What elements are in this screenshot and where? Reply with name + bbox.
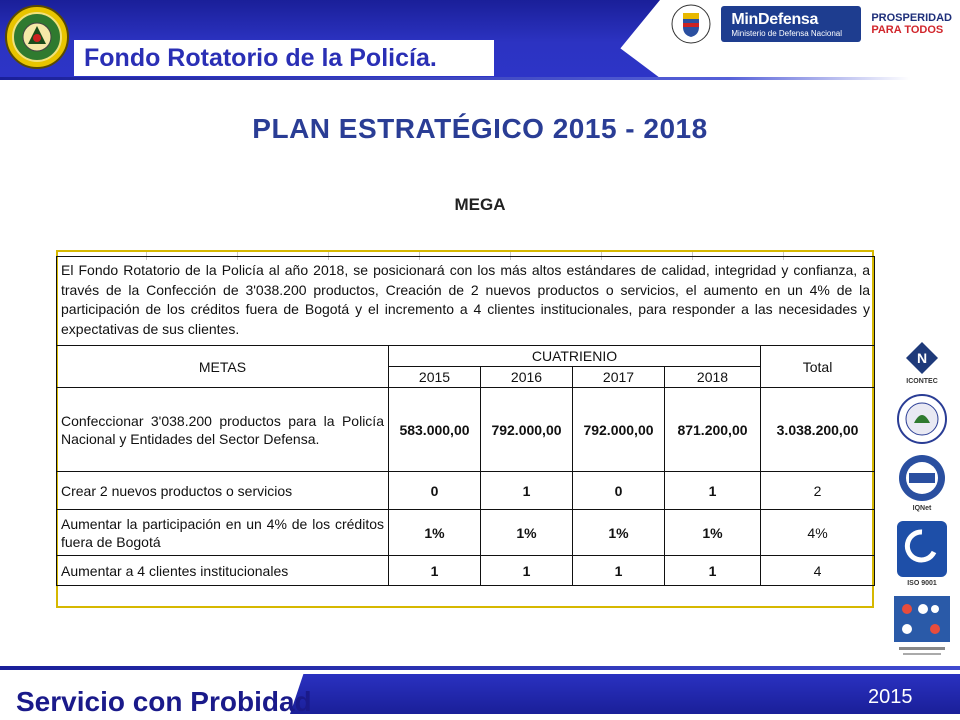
prosperidad-logo	[871, 12, 952, 36]
prosperidad-line2: PARA TODOS	[871, 24, 944, 36]
meta-cell: Confeccionar 3'038.200 productos para la Policía Nacional y Entidades del Sector Defensa.	[57, 388, 389, 472]
svg-text:N: N	[916, 350, 928, 366]
value-cell: 1	[389, 556, 481, 586]
value-cell: 1%	[573, 510, 665, 556]
total-cell: 2	[761, 472, 875, 510]
value-cell: 1	[665, 556, 761, 586]
page-title: PLAN ESTRATÉGICO 2015 - 2018	[252, 113, 708, 144]
value-cell: 583.000,00	[389, 388, 481, 472]
iso-label: ISO 9001	[907, 580, 937, 587]
value-cell: 792.000,00	[573, 388, 665, 472]
meta-cell: Crear 2 nuevos productos o servicios	[57, 472, 389, 510]
metas-header: METAS	[57, 346, 389, 388]
icontec-icon	[904, 340, 940, 376]
iso-9001-icon	[896, 520, 948, 578]
header-row-1	[57, 346, 875, 367]
police-emblem-icon	[4, 4, 70, 70]
iqnet-icon	[897, 453, 947, 503]
table-row	[57, 510, 875, 556]
icontec-logo	[894, 340, 950, 385]
defense-group-logo-icon	[893, 595, 951, 659]
table-row	[57, 472, 875, 510]
meta-cell: Aumentar la participación en un 4% de los créditos fuera de Bogotá	[57, 510, 389, 556]
value-cell: 871.200,00	[665, 388, 761, 472]
year-header: 2016	[481, 367, 573, 388]
iso-9001-logo	[894, 520, 950, 587]
colombia-coat-of-arms-icon	[671, 1, 711, 47]
total-cell: 3.038.200,00	[761, 388, 875, 472]
value-cell: 1	[481, 472, 573, 510]
table-row	[57, 388, 875, 472]
certification-logos	[890, 340, 954, 659]
value-cell: 1%	[389, 510, 481, 556]
value-cell: 1	[665, 472, 761, 510]
header-logos	[671, 4, 952, 44]
mega-row	[57, 257, 875, 346]
strategic-plan-table	[56, 256, 875, 586]
cuatrienio-header: CUATRIENIO	[389, 346, 761, 367]
mindefensa-name: MinDefensa	[731, 10, 819, 28]
meta-cell: Aumentar a 4 clientes institucionales	[57, 556, 389, 586]
footer-divider	[0, 666, 960, 670]
total-header: Total	[761, 346, 875, 388]
year-header: 2018	[665, 367, 761, 388]
value-cell: 0	[573, 472, 665, 510]
mindefensa-subtitle: Ministerio de Defensa Nacional	[731, 28, 843, 38]
value-cell: 792.000,00	[481, 388, 573, 472]
iqnet-label: IQNet	[912, 505, 932, 512]
accreditation-seal-icon	[896, 393, 948, 445]
value-cell: 1	[481, 556, 573, 586]
mega-statement: El Fondo Rotatorio de la Policía al año 2018, se posicionará con los más altos estándares de calidad, integridad y confianza, a través de la Confección de 3'038.200 productos, Creación de 2 nuevos productos o servicios, el aumento en un 4% de la participación de los créditos fuera de Bogotá y el incremento a 4 clientes institucionales, para responder a las necesidades y expectativas de sus clientes.	[57, 257, 875, 346]
table-row	[57, 556, 875, 586]
mindefensa-logo	[721, 6, 861, 42]
value-cell: 1%	[481, 510, 573, 556]
header-divider	[0, 77, 910, 80]
value-cell: 1%	[665, 510, 761, 556]
value-cell: 0	[389, 472, 481, 510]
footer-year: 2015	[868, 686, 913, 708]
iqnet-logo	[894, 453, 950, 512]
footer-slogan: Servicio con Probidad	[16, 686, 312, 717]
total-cell: 4	[761, 556, 875, 586]
year-header: 2017	[573, 367, 665, 388]
icontec-label: ICONTEC	[906, 378, 938, 385]
header-title: Fondo Rotatorio de la Policía.	[84, 44, 437, 72]
value-cell: 1	[573, 556, 665, 586]
footer-blue-banner	[290, 674, 960, 714]
year-header: 2015	[389, 367, 481, 388]
section-subtitle: MEGA	[454, 195, 506, 214]
total-cell: 4%	[761, 510, 875, 556]
prosperidad-line1: PROSPERIDAD	[871, 12, 952, 24]
